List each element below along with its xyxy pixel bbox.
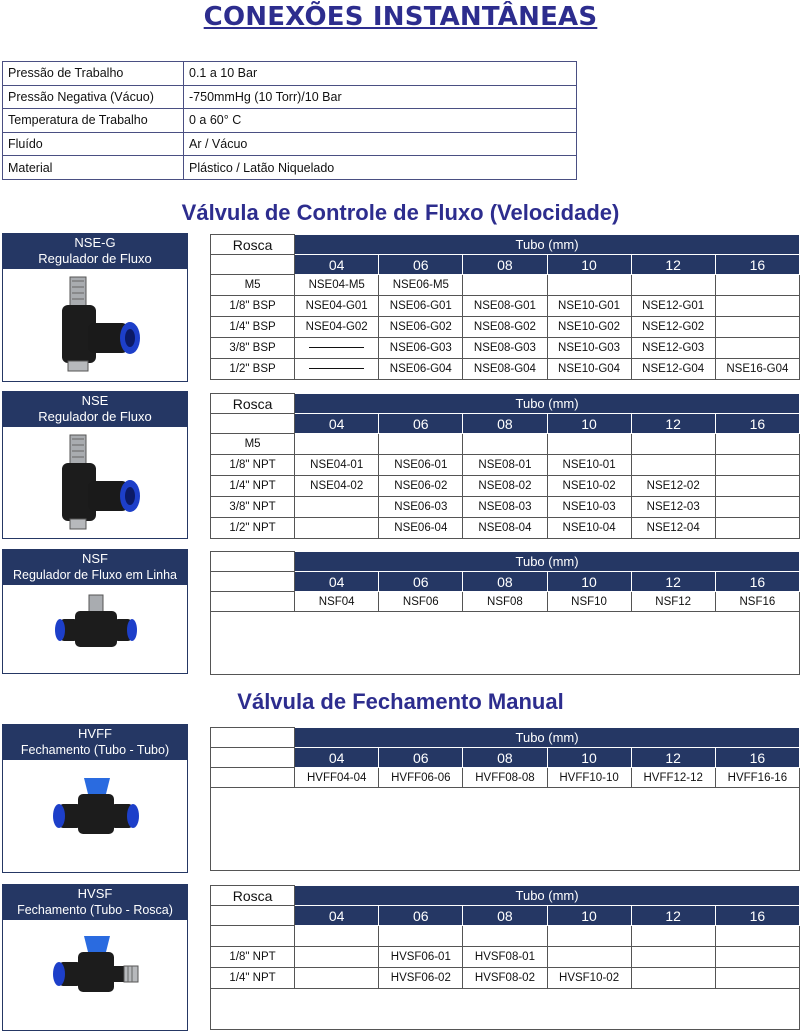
spec-row [3, 156, 577, 180]
model-cell: NSE06-G04 [379, 359, 463, 380]
product-name: HVSF [77, 886, 113, 901]
table-row [211, 476, 800, 497]
tubo-header: Tubo (mm) [295, 235, 800, 255]
model-cell: NSE06-G01 [379, 296, 463, 317]
flow-regulator-elbow-icon [48, 433, 148, 533]
product-card-nse [2, 391, 188, 539]
size-header: 08 [463, 414, 547, 434]
product-name: NSF [82, 551, 108, 566]
size-header: 08 [463, 748, 547, 768]
model-cell: NSE04-G01 [295, 296, 379, 317]
dash-line [309, 368, 364, 369]
size-header-row [211, 572, 800, 592]
product-card-nsf [2, 549, 188, 674]
model-cell: NSE06-03 [379, 497, 463, 518]
table-header-row [211, 552, 800, 572]
model-cell: NSF08 [463, 592, 547, 612]
size-header-row [211, 255, 800, 275]
product-card-hvff [2, 724, 188, 873]
model-cell [715, 275, 799, 296]
model-cell: NSE04-01 [295, 455, 379, 476]
table-nsf [210, 551, 800, 675]
model-cell [379, 926, 463, 947]
empty-cell [211, 572, 295, 592]
model-cell: NSE06-04 [379, 518, 463, 539]
table-row [211, 497, 800, 518]
model-cell: NSE08-03 [463, 497, 547, 518]
product-name: NSE [81, 393, 109, 408]
spec-row [3, 62, 577, 86]
section-title-flow-control: Válvula de Controle de Fluxo (Velocidade) [181, 200, 620, 225]
model-cell [295, 497, 379, 518]
model-cell: NSE10-G03 [547, 338, 631, 359]
spec-label: Pressão de Trabalho [3, 62, 184, 86]
table-header-row [211, 235, 800, 255]
product-header-nseg [2, 233, 188, 269]
model-cell: NSE08-G03 [463, 338, 547, 359]
model-cell [715, 338, 799, 359]
model-cell: NSE10-G04 [547, 359, 631, 380]
model-cell: NSE12-G03 [631, 338, 715, 359]
table-row [211, 317, 800, 338]
size-header: 08 [463, 572, 547, 592]
rosca-cell: 1/4" NPT [211, 476, 295, 497]
model-cell [715, 296, 799, 317]
model-cell [547, 947, 631, 968]
model-cell: NSE06-G02 [379, 317, 463, 338]
model-cell: NSF12 [631, 592, 715, 612]
size-header: 10 [547, 572, 631, 592]
spec-value: 0.1 a 10 Bar [184, 62, 577, 86]
size-header-row [211, 414, 800, 434]
size-header: 10 [547, 255, 631, 275]
rosca-header: Rosca [211, 886, 295, 906]
model-cell: NSF04 [295, 592, 379, 612]
rosca-cell: 1/4" NPT [211, 968, 295, 989]
model-cell [631, 455, 715, 476]
spec-value: Plástico / Latão Niquelado [184, 156, 577, 180]
model-cell: NSE12-03 [631, 497, 715, 518]
product-header-nsf [2, 549, 188, 585]
model-cell [715, 455, 799, 476]
corner-cell [211, 728, 295, 748]
model-cell: NSE04-G02 [295, 317, 379, 338]
empty-cell [211, 748, 295, 768]
model-cell [295, 434, 379, 455]
model-cell [295, 968, 379, 989]
size-header: 16 [715, 748, 799, 768]
model-cell: NSF06 [379, 592, 463, 612]
flow-regulator-elbow-icon [48, 275, 148, 375]
model-cell [715, 968, 799, 989]
inline-flow-regulator-icon [51, 593, 141, 663]
model-cell: NSE12-G04 [631, 359, 715, 380]
model-cell [463, 926, 547, 947]
filler-row [211, 612, 800, 675]
model-cell: NSE08-G02 [463, 317, 547, 338]
product-description: Fechamento (Tubo - Tubo) [20, 743, 170, 757]
model-cell [631, 968, 715, 989]
empty-area [211, 788, 800, 871]
model-cell [715, 497, 799, 518]
model-cell: NSE12-02 [631, 476, 715, 497]
model-cell: NSE06-02 [379, 476, 463, 497]
size-header: 16 [715, 414, 799, 434]
rosca-cell: 3/8" NPT [211, 497, 295, 518]
table-row [211, 434, 800, 455]
model-cell: NSE10-03 [547, 497, 631, 518]
model-cell [379, 434, 463, 455]
rosca-cell: 1/8" BSP [211, 296, 295, 317]
model-cell: NSE04-02 [295, 476, 379, 497]
tubo-header: Tubo (mm) [295, 728, 800, 748]
product-name: NSE-G [74, 235, 116, 250]
size-header-row [211, 906, 800, 926]
model-cell [631, 947, 715, 968]
model-cell [631, 434, 715, 455]
model-cell: NSE08-G01 [463, 296, 547, 317]
product-image-box [2, 585, 188, 674]
model-cell: NSE06-M5 [379, 275, 463, 296]
size-header: 08 [463, 255, 547, 275]
manual-shutoff-valve-icon [48, 774, 144, 854]
empty-cell [211, 255, 295, 275]
size-header: 04 [295, 748, 379, 768]
product-image-box [2, 427, 188, 539]
model-cell [631, 926, 715, 947]
size-header: 16 [715, 572, 799, 592]
table-row [211, 592, 800, 612]
model-cell: HVSF06-01 [379, 947, 463, 968]
rosca-cell: 3/8" BSP [211, 338, 295, 359]
size-header: 04 [295, 414, 379, 434]
size-header: 12 [631, 748, 715, 768]
model-cell: NSE08-04 [463, 518, 547, 539]
size-header: 04 [295, 906, 379, 926]
filler-row [211, 989, 800, 1030]
table-row [211, 947, 800, 968]
rosca-cell: 1/2" NPT [211, 518, 295, 539]
rosca-cell: 1/4" BSP [211, 317, 295, 338]
product-description: Fechamento (Tubo - Rosca) [17, 903, 173, 917]
tubo-header: Tubo (mm) [295, 394, 800, 414]
model-cell [547, 926, 631, 947]
product-description: Regulador de Fluxo em Linha [13, 568, 177, 582]
product-description: Regulador de Fluxo [38, 251, 152, 266]
size-header: 16 [715, 906, 799, 926]
rosca-cell: 1/8" NPT [211, 455, 295, 476]
model-cell: NSE10-G02 [547, 317, 631, 338]
page-title: CONEXÕES INSTANTÂNEAS [203, 2, 598, 32]
rosca-cell [211, 926, 295, 947]
size-header: 12 [631, 572, 715, 592]
size-header: 16 [715, 255, 799, 275]
model-cell: HVFF10-10 [547, 768, 631, 788]
product-description: Regulador de Fluxo [38, 409, 152, 424]
product-header-hvsf [2, 884, 188, 920]
spec-value: Ar / Vácuo [184, 132, 577, 156]
table-row [211, 968, 800, 989]
size-header: 12 [631, 906, 715, 926]
spec-label: Temperatura de Trabalho [3, 109, 184, 133]
model-cell [295, 947, 379, 968]
size-header: 10 [547, 906, 631, 926]
model-cell: HVSF10-02 [547, 968, 631, 989]
model-cell [295, 926, 379, 947]
rosca-cell: M5 [211, 275, 295, 296]
product-card-nseg [2, 233, 188, 382]
spec-label: Material [3, 156, 184, 180]
model-cell: NSF16 [715, 592, 799, 612]
spec-label: Pressão Negativa (Vácuo) [3, 85, 184, 109]
model-cell: NSE10-G01 [547, 296, 631, 317]
table-row [211, 768, 800, 788]
product-image-box [2, 760, 188, 873]
size-header: 10 [547, 748, 631, 768]
empty-area [211, 989, 800, 1030]
spec-label: Fluído [3, 132, 184, 156]
model-cell: HVSF06-02 [379, 968, 463, 989]
model-cell: HVFF16-16 [715, 768, 799, 788]
table-row [211, 518, 800, 539]
corner-cell [211, 552, 295, 572]
size-header: 04 [295, 255, 379, 275]
rosca-header: Rosca [211, 235, 295, 255]
rosca-cell: 1/2" BSP [211, 359, 295, 380]
empty-cell [211, 768, 295, 788]
model-cell: NSE12-G02 [631, 317, 715, 338]
size-header: 10 [547, 414, 631, 434]
spec-row [3, 132, 577, 156]
size-header: 06 [379, 906, 463, 926]
table-row [211, 338, 800, 359]
model-cell: NSE10-04 [547, 518, 631, 539]
model-cell: NSE12-04 [631, 518, 715, 539]
model-cell: HVFF12-12 [631, 768, 715, 788]
model-cell [715, 518, 799, 539]
empty-cell [211, 414, 295, 434]
empty-cell [211, 592, 295, 612]
model-cell: NSE10-02 [547, 476, 631, 497]
model-cell: NSE08-02 [463, 476, 547, 497]
model-cell [295, 518, 379, 539]
section-title-manual-shutoff: Válvula de Fechamento Manual [237, 689, 564, 714]
model-cell [715, 434, 799, 455]
model-cell: NSE04-M5 [295, 275, 379, 296]
table-row [211, 359, 800, 380]
tubo-header: Tubo (mm) [295, 886, 800, 906]
model-cell: NSE10-01 [547, 455, 631, 476]
dash-line [309, 347, 364, 348]
table-row [211, 275, 800, 296]
model-cell [463, 434, 547, 455]
model-cell [631, 275, 715, 296]
model-cell [547, 434, 631, 455]
model-cell: HVFF04-04 [295, 768, 379, 788]
table-row [211, 926, 800, 947]
model-cell [715, 947, 799, 968]
model-cell [547, 275, 631, 296]
model-cell [715, 476, 799, 497]
product-header-nse [2, 391, 188, 427]
product-image-box [2, 269, 188, 382]
size-header: 08 [463, 906, 547, 926]
size-header: 06 [379, 414, 463, 434]
model-cell: NSE12-G01 [631, 296, 715, 317]
product-header-hvff [2, 724, 188, 760]
size-header: 12 [631, 414, 715, 434]
model-cell [463, 275, 547, 296]
size-header: 12 [631, 255, 715, 275]
table-header-row [211, 728, 800, 748]
spec-value: 0 a 60° C [184, 109, 577, 133]
model-cell: NSE06-01 [379, 455, 463, 476]
size-header: 06 [379, 255, 463, 275]
model-cell: NSE16-G04 [715, 359, 799, 380]
table-nse [210, 393, 800, 539]
size-header: 06 [379, 748, 463, 768]
rosca-cell: 1/8" NPT [211, 947, 295, 968]
model-cell: NSF10 [547, 592, 631, 612]
spec-row [3, 85, 577, 109]
model-cell: NSE06-G03 [379, 338, 463, 359]
rosca-cell: M5 [211, 434, 295, 455]
product-image-box [2, 920, 188, 1031]
table-header-row [211, 394, 800, 414]
table-row [211, 455, 800, 476]
not-available-dash [295, 359, 379, 380]
empty-cell [211, 906, 295, 926]
tubo-header: Tubo (mm) [295, 552, 800, 572]
model-cell: NSE08-01 [463, 455, 547, 476]
not-available-dash [295, 338, 379, 359]
model-cell: HVSF08-01 [463, 947, 547, 968]
rosca-header: Rosca [211, 394, 295, 414]
filler-row [211, 788, 800, 871]
table-row [211, 296, 800, 317]
product-card-hvsf [2, 884, 188, 1031]
table-nseg [210, 234, 800, 380]
model-cell [715, 317, 799, 338]
table-header-row [211, 886, 800, 906]
model-cell: HVFF08-08 [463, 768, 547, 788]
size-header: 06 [379, 572, 463, 592]
spec-value: -750mmHg (10 Torr)/10 Bar [184, 85, 577, 109]
size-header: 04 [295, 572, 379, 592]
spec-row [3, 109, 577, 133]
table-hvsf [210, 885, 800, 1030]
model-cell: NSE08-G04 [463, 359, 547, 380]
spec-table [2, 61, 577, 180]
empty-area [211, 612, 800, 675]
product-name: HVFF [78, 726, 112, 741]
model-cell [715, 926, 799, 947]
manual-shutoff-valve-thread-icon [48, 932, 144, 1016]
size-header-row [211, 748, 800, 768]
model-cell: HVSF08-02 [463, 968, 547, 989]
table-hvff [210, 727, 800, 871]
model-cell: HVFF06-06 [379, 768, 463, 788]
